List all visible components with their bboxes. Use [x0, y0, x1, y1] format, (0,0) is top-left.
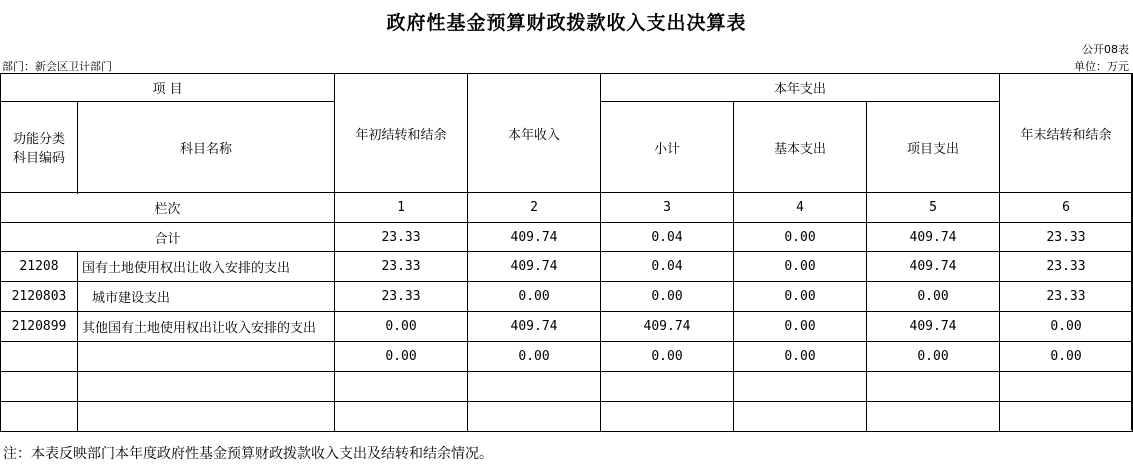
- total-cell: 409.74: [468, 223, 601, 252]
- value-cell: 0.00: [1000, 342, 1133, 372]
- subject-code: 21208: [1, 252, 78, 282]
- value-cell: [734, 372, 867, 402]
- subject-name: [78, 342, 335, 372]
- value-cell: [601, 402, 734, 432]
- value-cell: 0.00: [734, 312, 867, 342]
- table-right-border: [1131, 73, 1132, 430]
- subject-name: 城市建设支出: [78, 282, 335, 312]
- column-index: 1: [335, 193, 468, 223]
- total-cell: 0.00: [734, 223, 867, 252]
- subject-name: [78, 402, 335, 432]
- header-basic: 基本支出: [734, 102, 867, 193]
- subject-name: 其他国有土地使用权出让收入安排的支出: [78, 312, 335, 342]
- value-cell: [1000, 402, 1133, 432]
- subject-name: [78, 372, 335, 402]
- subject-code: [1, 372, 78, 402]
- value-cell: 409.74: [867, 312, 1000, 342]
- header-subject-name: 科目名称: [78, 102, 335, 193]
- header-func-code: 功能分类 科目编码: [1, 102, 78, 193]
- value-cell: 0.00: [734, 252, 867, 282]
- total-label: 合计: [1, 223, 335, 252]
- value-cell: [468, 372, 601, 402]
- header-end-balance: 年末结转和结余: [1000, 74, 1133, 193]
- value-cell: 0.00: [867, 282, 1000, 312]
- value-cell: [1000, 372, 1133, 402]
- value-cell: 23.33: [1000, 252, 1133, 282]
- table-row: [1, 342, 1133, 372]
- value-cell: [867, 372, 1000, 402]
- subject-code: [1, 342, 78, 372]
- value-cell: 0.00: [734, 342, 867, 372]
- column-index: 2: [468, 193, 601, 223]
- value-cell: [867, 402, 1000, 432]
- value-cell: 0.00: [601, 282, 734, 312]
- subject-code: 2120899: [1, 312, 78, 342]
- header-begin-balance: 年初结转和结余: [335, 74, 468, 193]
- value-cell: 409.74: [601, 312, 734, 342]
- value-cell: 409.74: [867, 252, 1000, 282]
- value-cell: 23.33: [335, 282, 468, 312]
- subject-name: 国有土地使用权出让收入安排的支出: [78, 252, 335, 282]
- column-index: 5: [867, 193, 1000, 223]
- value-cell: 0.00: [335, 312, 468, 342]
- unit-label: 单位：万元: [1074, 60, 1129, 73]
- column-index-row: [1, 193, 1133, 223]
- table-row: [1, 252, 1133, 282]
- total-cell: 23.33: [335, 223, 468, 252]
- column-index: 4: [734, 193, 867, 223]
- total-row: [1, 223, 1133, 252]
- subject-code: 2120803: [1, 282, 78, 312]
- column-index-label: 栏次: [1, 193, 335, 223]
- value-cell: [734, 402, 867, 432]
- value-cell: [335, 372, 468, 402]
- footnote: 注：本表反映部门本年度政府性基金预算财政拨款收入支出及结转和结余情况。: [3, 446, 493, 462]
- value-cell: 0.04: [601, 252, 734, 282]
- value-cell: [335, 402, 468, 432]
- column-index: 3: [601, 193, 734, 223]
- table-row: [1, 402, 1133, 432]
- header-item: 项 目: [1, 74, 335, 102]
- header-income: 本年收入: [468, 74, 601, 193]
- header-expense-group: 本年支出: [601, 74, 1000, 102]
- value-cell: [468, 402, 601, 432]
- header-subtotal: 小计: [601, 102, 734, 193]
- value-cell: 409.74: [468, 252, 601, 282]
- subject-code: [1, 402, 78, 432]
- total-cell: 0.04: [601, 223, 734, 252]
- table-row: [1, 312, 1133, 342]
- table-row: [1, 372, 1133, 402]
- value-cell: 0.00: [1000, 312, 1133, 342]
- department-label: 部门：新会区卫计部门: [2, 60, 112, 73]
- value-cell: 409.74: [468, 312, 601, 342]
- value-cell: 0.00: [734, 282, 867, 312]
- value-cell: 0.00: [468, 342, 601, 372]
- value-cell: 0.00: [335, 342, 468, 372]
- total-cell: 409.74: [867, 223, 1000, 252]
- budget-table: [0, 73, 1133, 432]
- form-number: 公开08表: [1082, 43, 1129, 56]
- column-index: 6: [1000, 193, 1133, 223]
- header-project: 项目支出: [867, 102, 1000, 193]
- table-row: [1, 282, 1133, 312]
- value-cell: 23.33: [1000, 282, 1133, 312]
- report-title: 政府性基金预算财政拨款收入支出决算表: [386, 12, 747, 34]
- value-cell: 23.33: [335, 252, 468, 282]
- value-cell: 0.00: [601, 342, 734, 372]
- value-cell: [601, 372, 734, 402]
- value-cell: 0.00: [468, 282, 601, 312]
- value-cell: 0.00: [867, 342, 1000, 372]
- total-cell: 23.33: [1000, 223, 1133, 252]
